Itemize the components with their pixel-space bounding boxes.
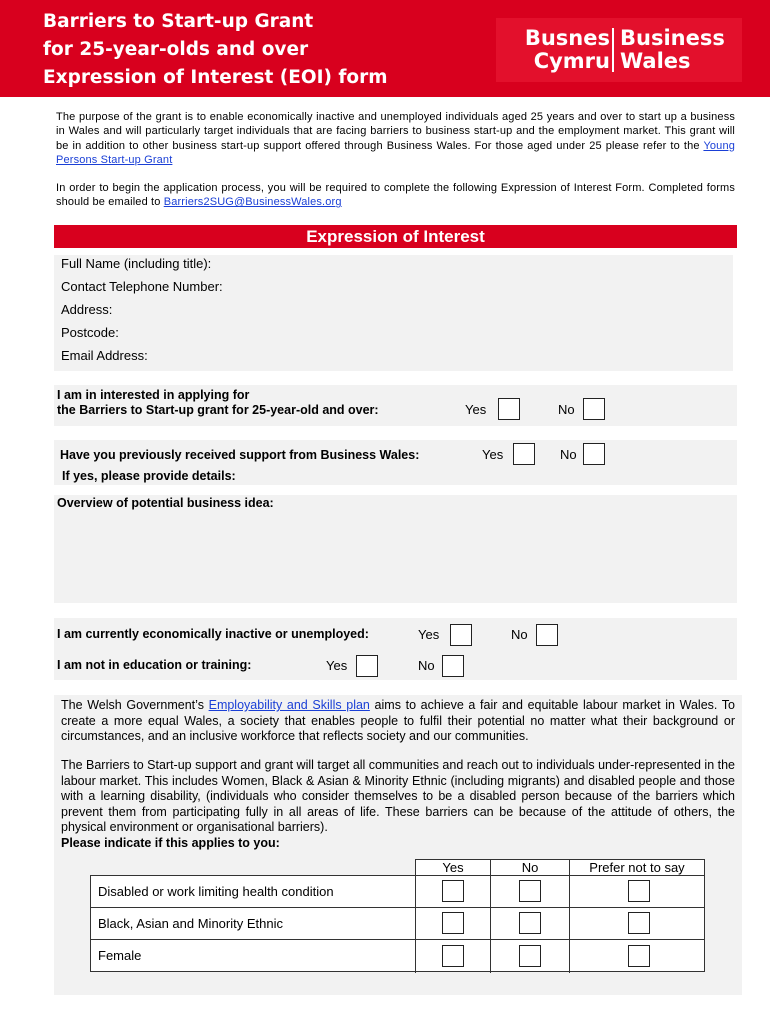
interest-no-checkbox[interactable] [583, 398, 605, 420]
row-label-disabled: Disabled or work limiting health condition [98, 884, 334, 899]
support-yes-checkbox[interactable] [513, 443, 535, 465]
support-yes-label: Yes [482, 447, 504, 462]
email-field[interactable]: Email Address: [61, 348, 148, 363]
intro-text-1: The purpose of the grant is to enable economically inactive and unemployed individuals aged 25 years and over to start up a business in Wales and will particularly target individuals that are facing barriers to business start-up and the employment market. This grant will be in addition to other business start-up support offered through Business Wales. For those aged under 25 please refer to the [56, 111, 735, 152]
please-indicate-label: Please indicate if this applies to you: [61, 835, 280, 850]
bame-prefer-not-checkbox[interactable] [628, 912, 650, 934]
logo-divider [612, 28, 614, 72]
postcode-field[interactable]: Postcode: [61, 325, 119, 340]
support-details-label[interactable]: If yes, please provide details: [62, 469, 236, 483]
row-label-female: Female [98, 948, 142, 963]
intro-paragraph-1 [56, 110, 735, 167]
inactive-yes-label: Yes [418, 627, 440, 642]
interest-yes-label: Yes [465, 402, 487, 417]
header-banner [0, 0, 770, 97]
table-header-yes: Yes [415, 859, 491, 876]
business-idea-textarea[interactable] [54, 495, 737, 603]
logo-text-business: Business [620, 26, 725, 50]
business-idea-label: Overview of potential business idea: [57, 496, 274, 510]
disabled-no-checkbox[interactable] [519, 880, 541, 902]
contact-details-panel[interactable] [54, 255, 733, 371]
bame-yes-checkbox[interactable] [442, 912, 464, 934]
support-question: Have you previously received support from Business Wales: [60, 448, 420, 462]
female-yes-checkbox[interactable] [442, 945, 464, 967]
logo-text-wales: Wales [620, 49, 691, 73]
email-link[interactable]: Barriers2SUG@BusinessWales.org [163, 196, 342, 209]
education-question: I am not in education or training: [57, 658, 252, 672]
interest-question-line-2: the Barriers to Start-up grant for 25-year-old and over: [57, 403, 379, 417]
table-divider [569, 859, 570, 973]
table-row [90, 875, 705, 908]
interest-question-line-1: I am in interested in applying for [57, 388, 250, 402]
inactive-question: I am currently economically inactive or unemployed: [57, 627, 369, 641]
table-row [90, 907, 705, 940]
female-no-checkbox[interactable] [519, 945, 541, 967]
female-prefer-not-checkbox[interactable] [628, 945, 650, 967]
telephone-field[interactable]: Contact Telephone Number: [61, 279, 223, 294]
table-header-prefer-not: Prefer not to say [569, 859, 705, 876]
support-no-label: No [560, 447, 577, 462]
form-title [43, 8, 388, 92]
interest-question [57, 388, 379, 418]
education-no-label: No [418, 658, 435, 673]
welsh-gov-text-before: The Welsh Government’s [61, 698, 209, 712]
barriers-text: The Barriers to Start-up support and grant will target all communities and reach out to individuals under-represented in the labour market. This includes Women, Black & Asian & Minority Ethnic (including migrants) and disabled people and those with a learning disability, (individuals who consider themselves to be a disabled person because of the barriers which prevent them from participating fully in all areas of life. These barriers can be because of the attitude of others, the physical environment or organisational barriers). [61, 758, 735, 834]
welsh-gov-paragraph [61, 698, 735, 745]
title-line-2: for 25-year-olds and over [43, 39, 309, 60]
education-yes-label: Yes [326, 658, 348, 673]
business-wales-logo [496, 18, 742, 82]
logo-text-busnes: Busnes [524, 26, 610, 50]
address-field[interactable]: Address: [61, 302, 113, 317]
education-yes-checkbox[interactable] [356, 655, 378, 677]
inactive-no-label: No [511, 627, 528, 642]
intro-paragraph-2 [56, 181, 735, 210]
logo-welsh [525, 27, 610, 73]
support-no-checkbox[interactable] [583, 443, 605, 465]
disabled-prefer-not-checkbox[interactable] [628, 880, 650, 902]
welsh-gov-text-after: aims to achieve a fair and equitable labour market in Wales. To create a more equal Wales, a society that enables people to fulfil their potential no matter what their background or circumstances, and an inclusive workforce that reflects society and our communities. [61, 698, 735, 743]
bame-no-checkbox[interactable] [519, 912, 541, 934]
logo-text-cymru: Cymru [533, 49, 610, 73]
table-divider [415, 859, 416, 973]
section-title: Expression of Interest [54, 225, 737, 248]
young-persons-grant-link[interactable]: Young Persons Start-up Grant [56, 139, 735, 166]
education-no-checkbox[interactable] [442, 655, 464, 677]
disabled-yes-checkbox[interactable] [442, 880, 464, 902]
barriers-paragraph [61, 758, 735, 851]
table-header-no: No [490, 859, 570, 876]
inactive-yes-checkbox[interactable] [450, 624, 472, 646]
interest-no-label: No [558, 402, 575, 417]
logo-english [620, 27, 725, 73]
title-line-3: Expression of Interest (EOI) form [43, 67, 388, 88]
table-row [90, 939, 705, 972]
title-line-1: Barriers to Start-up Grant [43, 11, 314, 32]
employability-plan-link[interactable]: Employability and Skills plan [208, 698, 370, 712]
inactive-no-checkbox[interactable] [536, 624, 558, 646]
intro-text-2: In order to begin the application process, you will be required to complete the following Expression of Interest Form. Completed forms should be emailed to [56, 182, 735, 209]
table-divider [490, 859, 491, 973]
interest-yes-checkbox[interactable] [498, 398, 520, 420]
row-label-bame: Black, Asian and Minority Ethnic [98, 916, 283, 931]
full-name-field[interactable]: Full Name (including title): [61, 256, 212, 271]
